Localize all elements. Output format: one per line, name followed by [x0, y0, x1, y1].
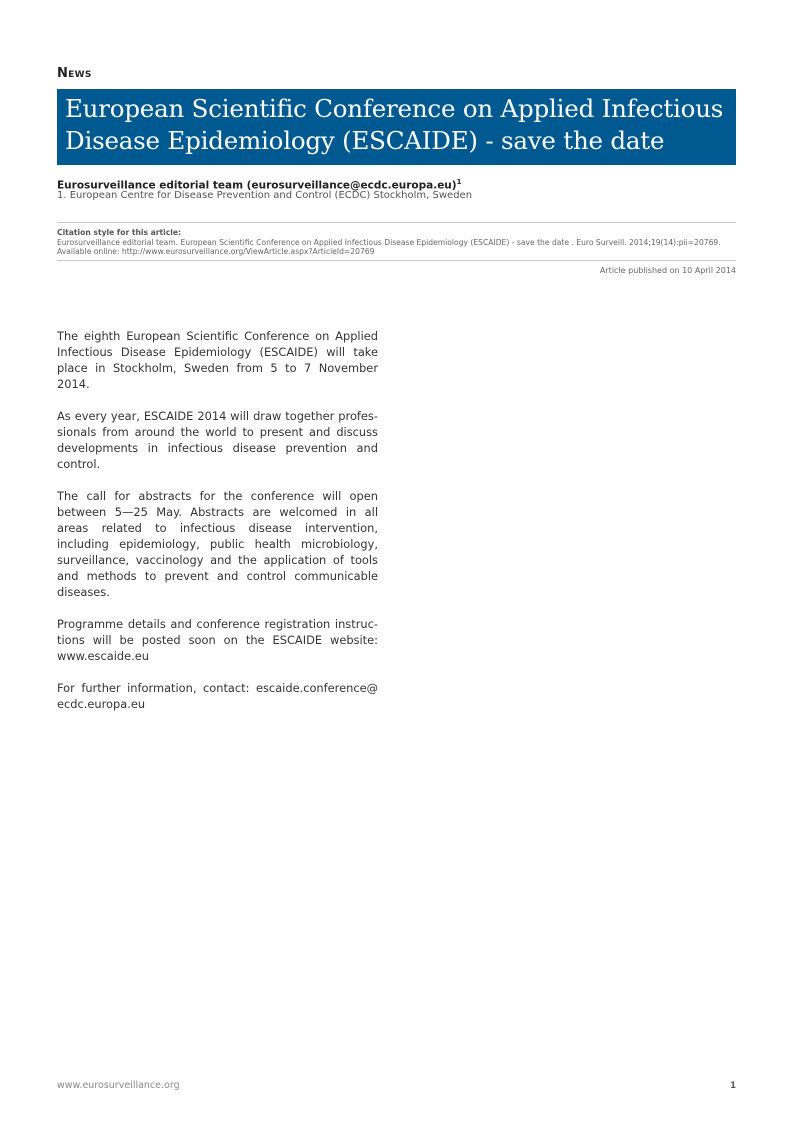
- section-label: News: [57, 66, 92, 81]
- article-body: [57, 328, 378, 728]
- title-banner: [57, 89, 736, 165]
- body-paragraph: As every year, ESCAIDE 2014 will draw together professionals from around the world to present and discuss developments in infectious disease prevention and control.: [57, 409, 378, 471]
- citation-top-divider: [57, 222, 736, 223]
- citation-bottom-divider: [57, 260, 736, 261]
- citation-block: [57, 228, 736, 257]
- body-paragraph: The eighth European Scientific Conference on Applied Infectious Disease Epidemiology (ESCAIDE) will take place in Stockholm, Sweden from 5 to 7 November 2014.: [57, 329, 378, 391]
- published-date: Article published on 10 April 2014: [599, 266, 736, 275]
- footer-url: www.eurosurveillance.org: [57, 1080, 180, 1091]
- affiliation: 1. European Centre for Disease Prevention and Control (ECDC) Stockholm, Sweden: [57, 190, 473, 201]
- article-title: European Scientific Conference on Applied Infectious Disease Epidemiology (ESCAIDE) - save the date: [65, 94, 724, 155]
- author-affiliation-marker: 1: [456, 178, 462, 186]
- citation-text: Eurosurveillance editorial team. European Scientific Conference on Applied Infectious Disease Epidemiology (ESCAIDE) - save the date . Euro Surveill. 2014;19(14):pii=20769. Available online: http://www.eurosurveillance.org/ViewArticle.aspx?ArticleId=20769: [57, 237, 721, 256]
- body-paragraph: Programme details and conference registration instructions will be posted soon on the ESCAIDE website: www.escaide.eu: [57, 617, 378, 663]
- author-names: Eurosurveillance editorial team (eurosurveillance@ecdc.europa.eu): [57, 179, 457, 192]
- body-paragraph: For further information, contact: escaide.conference@ ecdc.europa.eu: [57, 681, 378, 711]
- body-paragraph: The call for abstracts for the conference will open between 5—25 May. Abstracts are welcomed in all areas related to infectious disease intervention, including epidemiology, public health microbiology, surveillance, vaccinology and the application of tools and methods to prevent and control communicable diseases.: [57, 489, 378, 599]
- citation-label: Citation style for this article:: [57, 228, 182, 237]
- page-number: 1: [730, 1081, 736, 1091]
